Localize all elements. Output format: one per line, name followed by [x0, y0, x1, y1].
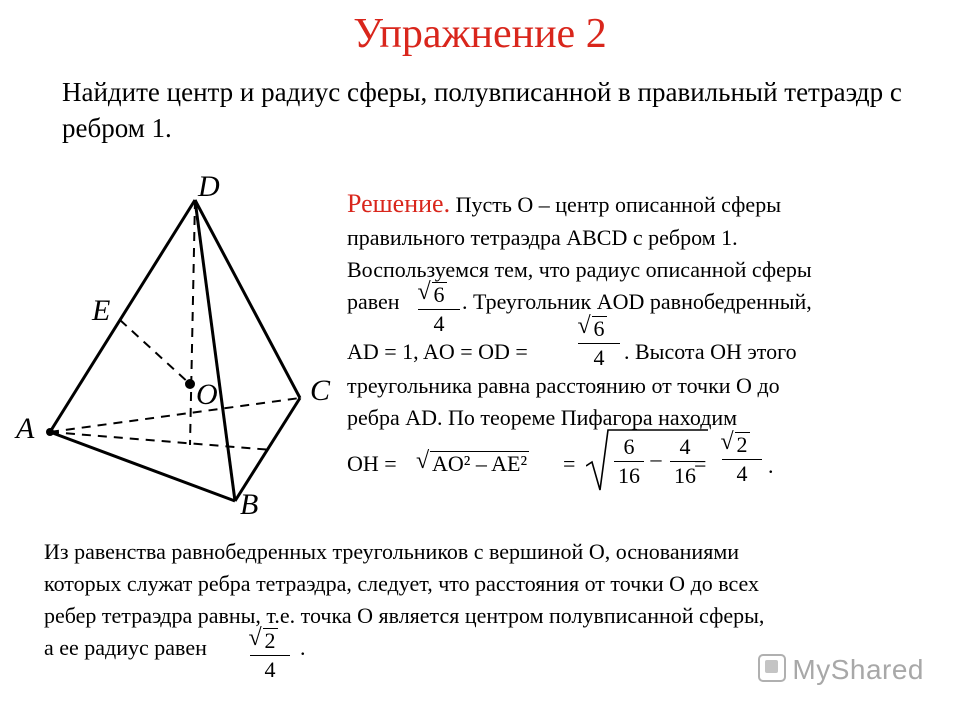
solution-line-3: Воспользуемся тем, что радиус описанной сферы: [347, 257, 812, 282]
edge-ab: [50, 432, 235, 501]
solution-line-5a: AD = 1, AO = OD =: [347, 339, 528, 364]
edge-dc: [195, 200, 300, 398]
radius-fraction: √ 6 4: [418, 282, 460, 337]
label-a: A: [16, 412, 35, 445]
fraction-6-16: 6 16: [614, 434, 644, 489]
edge-bc: [235, 398, 300, 501]
fraction-sqrt2-4: √ 2 4: [722, 432, 762, 487]
task-text: Найдите центр и радиус сферы, полувписанной в правильный тетраэдр с ребром 1.: [62, 77, 902, 143]
tetrahedron-figure: [0, 160, 345, 530]
label-c: C: [310, 374, 331, 407]
label-b: B: [240, 488, 259, 521]
ao-fraction: √ 6 4: [578, 316, 620, 371]
solution-line-4b: . Треугольник AOD равнобедренный,: [462, 289, 812, 314]
solution-line-1: Решение. Пусть O – центр описанной сферы: [347, 189, 781, 218]
conclusion-line-3: ребер тетраэдра равны, т.е. точка O является центром полувписанной сферы,: [44, 603, 765, 628]
myshared-logo-icon: [758, 654, 786, 682]
fraction-4-16: 4 16: [670, 434, 700, 489]
point-a: [46, 428, 54, 436]
conclusion-line-1: Из равенства равнобедренных треугольников с вершиной O, основаниями: [44, 539, 740, 564]
oh-equals-2: =: [694, 451, 707, 476]
oh-label: OH =: [347, 451, 397, 476]
minus-sign: –: [650, 446, 662, 471]
conclusion-line-4b: .: [300, 635, 306, 660]
oh-end: .: [768, 453, 774, 478]
oh-sqrt: √ AO² – AE²: [430, 450, 529, 478]
watermark: MyShared: [758, 654, 924, 686]
solution-line-2: правильного тетраэдра ABCD с ребром 1.: [347, 225, 738, 250]
point-o: [185, 379, 195, 389]
edge-db: [195, 200, 235, 501]
oh-equals-1: =: [563, 451, 576, 476]
edge-ad: [50, 200, 195, 432]
conclusion-line-2: которых служат ребра тетраэдра, следует, что расстояния от точки O до всех: [44, 571, 760, 596]
conclusion-fraction: √ 2 4: [250, 628, 290, 683]
median-a: [50, 432, 272, 450]
conclusion-line-4a: а ее радиус равен: [44, 635, 207, 660]
solution-line-4a: равен: [347, 289, 400, 314]
label-e: E: [92, 294, 111, 327]
solution-label: Решение.: [347, 189, 451, 218]
label-o: O: [196, 378, 218, 411]
segment-eo: [120, 320, 190, 384]
slide-title: Упражнение 2: [353, 11, 607, 57]
solution-line-5b: . Высота OH этого: [624, 339, 797, 364]
edge-ac-hidden: [50, 398, 300, 432]
height-d: [190, 200, 195, 445]
solution-line-6: треугольника равна расстоянию от точки O до: [347, 373, 780, 398]
solution-line-7: ребра AD. По теореме Пифагора находим: [347, 405, 738, 430]
label-d: D: [198, 170, 220, 203]
